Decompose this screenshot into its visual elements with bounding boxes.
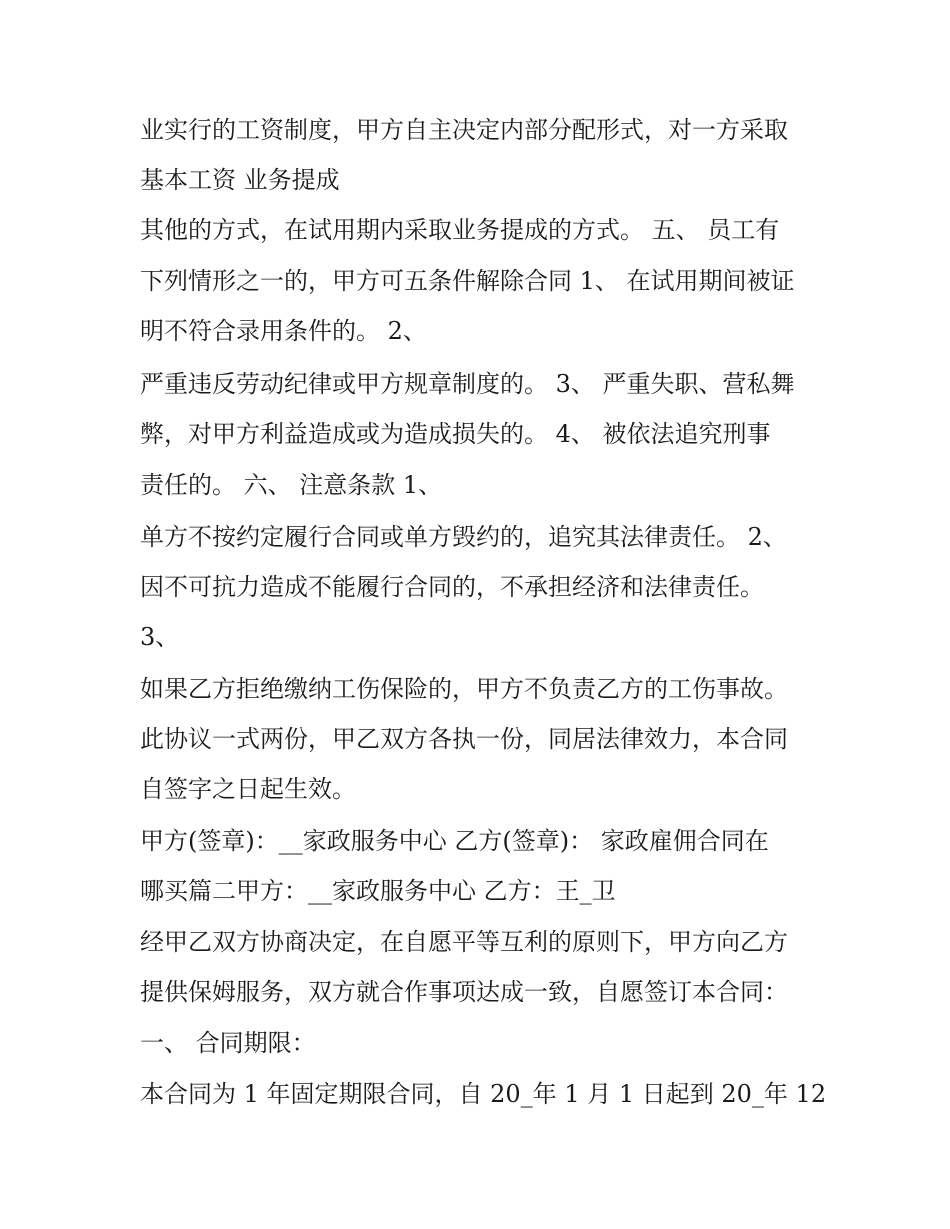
text-line: 其他的方式，在试用期内采取业务提成的方式。 五、 员工有 bbox=[140, 216, 780, 244]
text-line: 严重违反劳动纪律或甲方规章制度的。 3、 严重失职、营私舞 bbox=[140, 370, 795, 398]
text-line: 此协议一式两份，甲乙双方各执一份，同居法律效力，本合同 bbox=[140, 725, 788, 753]
text-line: 经甲乙双方协商决定，在自愿平等互利的原则下，甲方向乙方 bbox=[140, 928, 788, 956]
text-line: 弊，对甲方利益造成或为造成损失的。 4、 被依法追究刑事 bbox=[140, 420, 771, 448]
text-line: 责任的。 六、 注意条款 1、 bbox=[140, 471, 443, 499]
text-line: 业实行的工资制度，甲方自主决定内部分配形式，对一方采取 bbox=[140, 116, 788, 144]
text-line: 甲方(签章)：__家政服务中心 乙方(签章)： 家政雇佣合同在 bbox=[140, 827, 769, 855]
text-line: 一、 合同期限： bbox=[140, 1029, 316, 1057]
text-line: 如果乙方拒绝缴纳工伤保险的，甲方不负责乙方的工伤事故。 bbox=[140, 675, 788, 703]
text-line: 本合同为 1 年固定期限合同，自 20_年 1 月 1 日起到 20_年 12 bbox=[140, 1080, 827, 1108]
text-line: 提供保姆服务，双方就合作事项达成一致，自愿签订本合同： bbox=[140, 978, 788, 1006]
text-line: 单方不按约定履行合同或单方毁约的，追究其法律责任。 2、 bbox=[140, 523, 787, 551]
text-line: 基本工资 业务提成 bbox=[140, 166, 340, 194]
text-line: 明不符合录用条件的。 2、 bbox=[140, 317, 427, 345]
text-line: 哪买篇二甲方：__家政服务中心 乙方：王_卫 bbox=[140, 877, 616, 905]
text-line: 自签字之日起生效。 bbox=[140, 775, 356, 803]
text-line: 3、 bbox=[140, 623, 180, 651]
text-line: 因不可抗力造成不能履行合同的，不承担经济和法律责任。 bbox=[140, 573, 764, 601]
text-line: 下列情形之一的，甲方可五条件解除合同 1、 在试用期间被证 bbox=[140, 267, 795, 295]
